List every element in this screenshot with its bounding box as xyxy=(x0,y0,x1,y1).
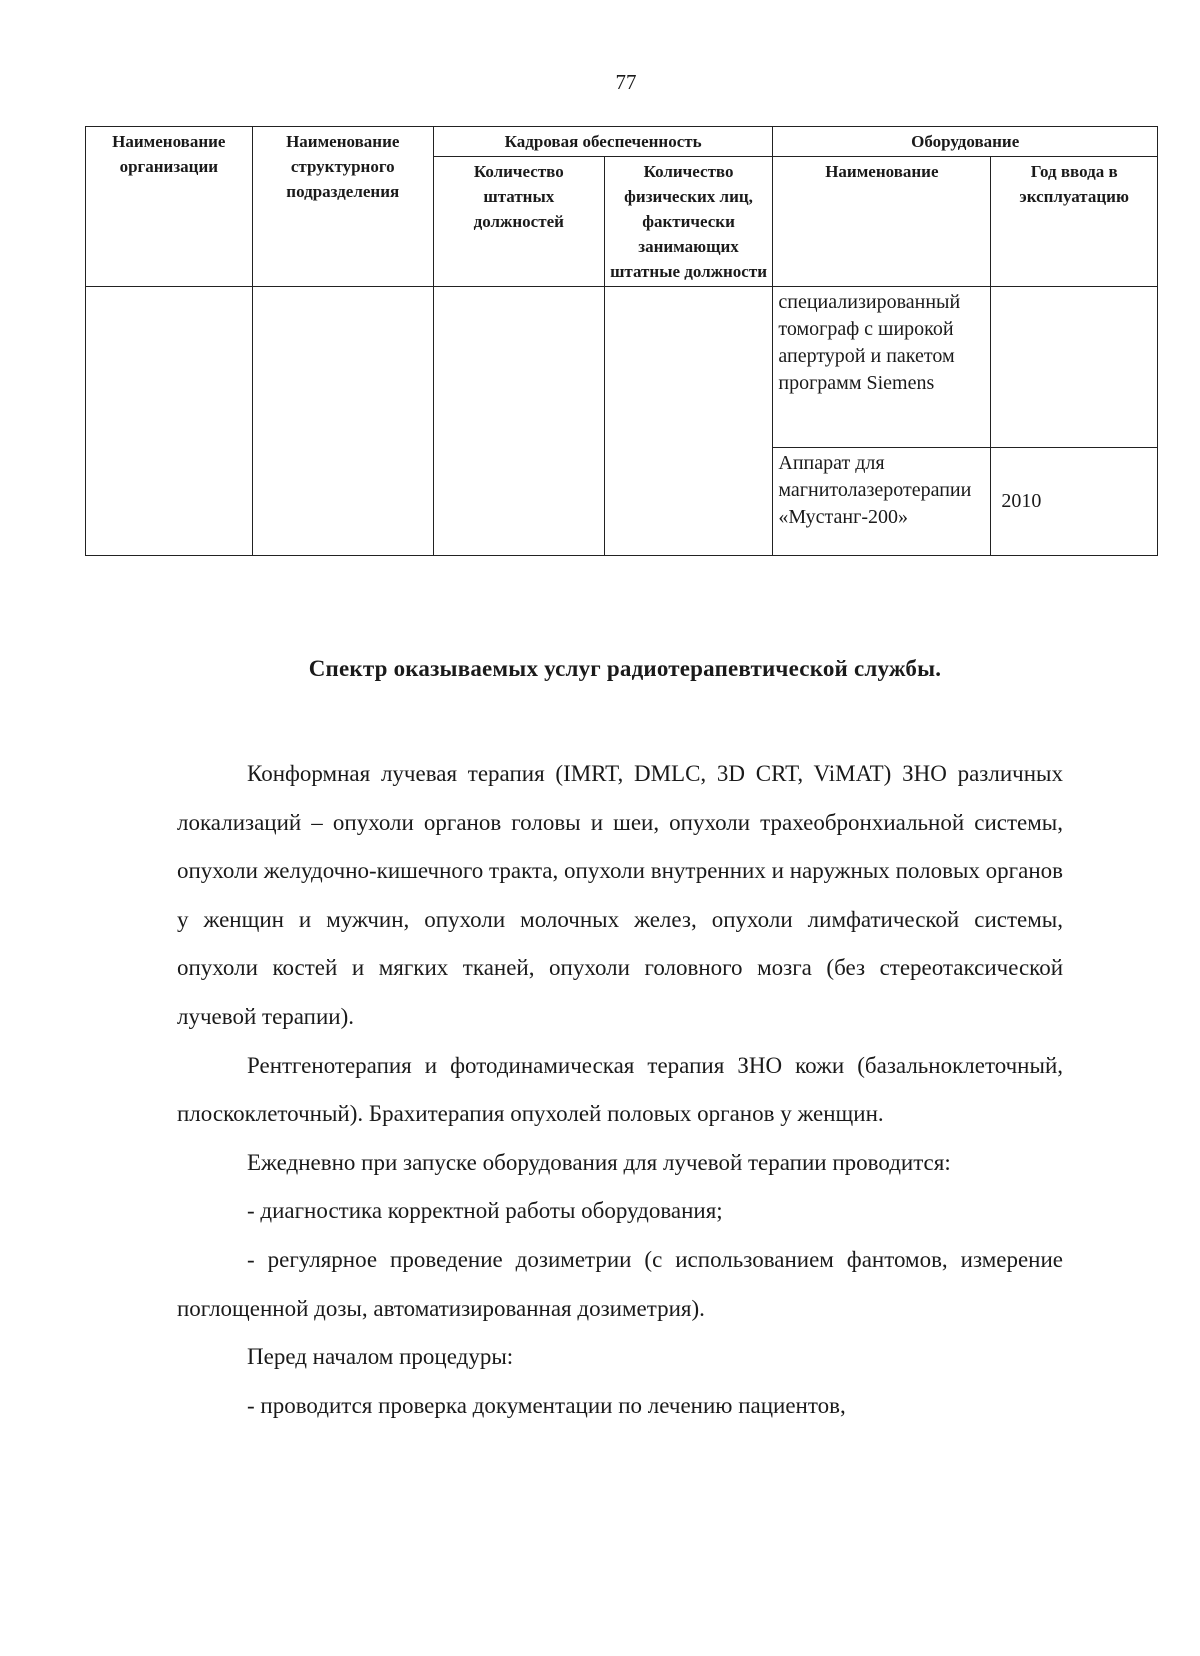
header-staffing: Кадровая обеспеченность xyxy=(433,127,773,157)
header-org-name: Наименование организации xyxy=(86,127,253,287)
paragraph: Перед началом процедуры: xyxy=(247,1344,514,1370)
paragraph: - диагностика корректной работы оборудования; xyxy=(247,1198,723,1224)
paragraph: - проводится проверка документации по лечению пациентов, xyxy=(247,1392,846,1418)
header-subdivision-name: Наименование структурного подразделения xyxy=(252,127,433,287)
header-staff-persons: Количество физических лиц, фактически занимающих штатные должности xyxy=(604,157,773,287)
page-number: 77 xyxy=(615,70,637,94)
commission-year-cell xyxy=(991,287,1158,448)
table-header-row-1 xyxy=(86,127,1158,157)
org-name-cell xyxy=(86,287,253,556)
equipment-name-cell: специализированный томограф с широкой апертурой и пакетом программ Siemens xyxy=(773,287,991,448)
equipment-name-cell: Аппарат для магнитолазеротерапии «Мустанг-200» xyxy=(773,448,991,556)
equipment-table xyxy=(85,126,1158,556)
commission-year-cell: 2010 xyxy=(991,448,1158,556)
paragraph: Конформная лучевая терапия (IMRT, DMLC, 3D CRT, ViMAT) ЗНО различных локализаций – опухоли органов головы и шеи, опухоли трахеобронхиальной системы, опухоли желудочно-кишечного тракта, опухоли внутренних и наружных половых органов у женщин и мужчин, опухоли молочных желез, опухоли лимфатической системы, опухоли костей и мягких тканей, опухоли головного мозга (без стереотаксической лучевой терапии). xyxy=(177,761,1063,1029)
staff-persons-cell xyxy=(604,287,773,556)
header-equipment-name: Наименование xyxy=(773,157,991,287)
subdivision-name-cell xyxy=(252,287,433,556)
header-equipment: Оборудование xyxy=(773,127,1158,157)
header-staff-positions: Количество штатных должностей xyxy=(433,157,604,287)
table-row xyxy=(86,287,1158,448)
section-heading: Спектр оказываемых услуг радиотерапевтической службы. xyxy=(308,656,942,681)
paragraph: - регулярное проведение дозиметрии (с использованием фантомов, измерение поглощенной дозы, автоматизированная дозиметрия). xyxy=(177,1246,1063,1321)
paragraph: Ежедневно при запуске оборудования для лучевой терапии проводится: xyxy=(247,1149,951,1175)
body-text xyxy=(177,750,1063,1430)
header-commission-year: Год ввода в эксплуатацию xyxy=(991,157,1158,287)
staff-positions-cell xyxy=(433,287,604,556)
paragraph: Рентгенотерапия и фотодинамическая терапия ЗНО кожи (базальноклеточный, плоскоклеточный). Брахитерапия опухолей половых органов у женщин. xyxy=(177,1052,1063,1127)
